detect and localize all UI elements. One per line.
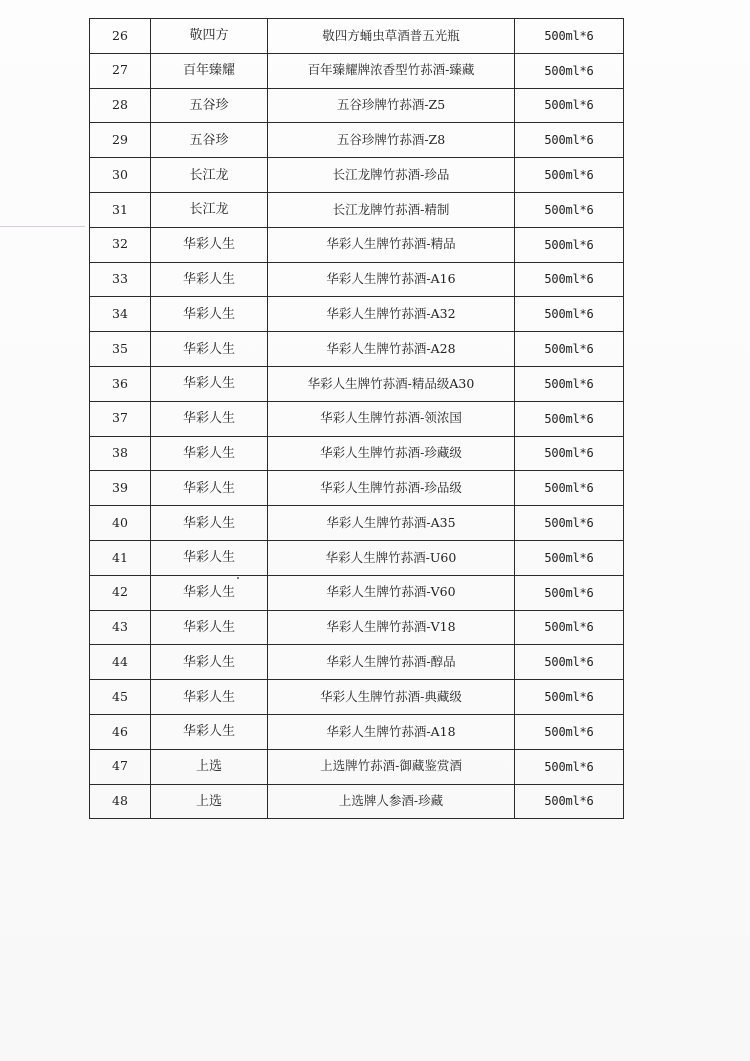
brand-cell: 华彩人生 (151, 471, 268, 506)
spec-cell: 500ml*6 (515, 53, 624, 88)
product-name-cell: 华彩人生牌竹荪酒-A32 (268, 297, 515, 332)
row-number: 32 (90, 227, 151, 262)
product-name-cell: 华彩人生牌竹荪酒-醇品 (268, 645, 515, 680)
table-row (90, 749, 624, 784)
brand-cell: 华彩人生 (151, 332, 268, 367)
product-name-cell: 华彩人生牌竹荪酒-A16 (268, 262, 515, 297)
table-row (90, 575, 624, 610)
row-number: 27 (90, 53, 151, 88)
row-number: 38 (90, 436, 151, 471)
row-number: 42 (90, 575, 151, 610)
row-number: 39 (90, 471, 151, 506)
row-number: 29 (90, 123, 151, 158)
product-name-cell: 华彩人生牌竹荪酒-A18 (268, 714, 515, 749)
brand-cell: 五谷珍 (151, 88, 268, 123)
table-row (90, 366, 624, 401)
table-row (90, 88, 624, 123)
product-name-cell: 华彩人生牌竹荪酒-V60 (268, 575, 515, 610)
spec-cell: 500ml*6 (515, 332, 624, 367)
row-number: 35 (90, 332, 151, 367)
product-name-cell: 长江龙牌竹荪酒-精制 (268, 192, 515, 227)
spec-cell: 500ml*6 (515, 158, 624, 193)
row-number: 47 (90, 749, 151, 784)
product-name-cell: 上选牌人参酒-珍藏 (268, 784, 515, 819)
table-row (90, 506, 624, 541)
spec-cell: 500ml*6 (515, 262, 624, 297)
row-number: 33 (90, 262, 151, 297)
row-number: 46 (90, 714, 151, 749)
table-row (90, 680, 624, 715)
table-row (90, 784, 624, 819)
brand-cell: 华彩人生 (151, 714, 268, 749)
table-row (90, 158, 624, 193)
row-number: 36 (90, 366, 151, 401)
row-number: 48 (90, 784, 151, 819)
row-number: 30 (90, 158, 151, 193)
brand-cell: 华彩人生 (151, 227, 268, 262)
spec-cell: 500ml*6 (515, 88, 624, 123)
spec-cell: 500ml*6 (515, 680, 624, 715)
brand-cell: 华彩人生 (151, 262, 268, 297)
brand-cell: 长江龙 (151, 192, 268, 227)
product-name-cell: 华彩人生牌竹荪酒-珍品级 (268, 471, 515, 506)
product-name-cell: 五谷珍牌竹荪酒-Z8 (268, 123, 515, 158)
spec-cell: 500ml*6 (515, 714, 624, 749)
product-name-cell: 华彩人生牌竹荪酒-A28 (268, 332, 515, 367)
spec-cell: 500ml*6 (515, 366, 624, 401)
product-name-cell: 华彩人生牌竹荪酒-U60 (268, 540, 515, 575)
product-name-cell: 华彩人生牌竹荪酒-A35 (268, 506, 515, 541)
table-row (90, 297, 624, 332)
brand-cell: 上选 (151, 749, 268, 784)
product-name-cell: 长江龙牌竹荪酒-珍品 (268, 158, 515, 193)
spec-cell: 500ml*6 (515, 19, 624, 54)
spec-cell: 500ml*6 (515, 471, 624, 506)
table-row (90, 436, 624, 471)
row-number: 40 (90, 506, 151, 541)
table-row (90, 471, 624, 506)
spec-cell: 500ml*6 (515, 784, 624, 819)
product-name-cell: 百年臻耀牌浓香型竹荪酒-臻藏 (268, 53, 515, 88)
product-name-cell: 华彩人生牌竹荪酒-典藏级 (268, 680, 515, 715)
brand-cell: 百年臻耀 (151, 53, 268, 88)
spec-cell: 500ml*6 (515, 506, 624, 541)
brand-cell: 五谷珍 (151, 123, 268, 158)
spec-cell: 500ml*6 (515, 610, 624, 645)
table-row (90, 332, 624, 367)
product-name-cell: 华彩人生牌竹荪酒-领浓国 (268, 401, 515, 436)
table-row (90, 610, 624, 645)
brand-cell: 华彩人生 (151, 366, 268, 401)
row-number: 45 (90, 680, 151, 715)
brand-cell: 华彩人生 (151, 401, 268, 436)
row-number: 31 (90, 192, 151, 227)
spec-cell: 500ml*6 (515, 227, 624, 262)
table-body (90, 19, 624, 819)
product-name-cell: 上选牌竹荪酒-御藏鉴赏酒 (268, 749, 515, 784)
brand-cell: 华彩人生 (151, 610, 268, 645)
spec-cell: 500ml*6 (515, 575, 624, 610)
product-name-cell: 华彩人生牌竹荪酒-精品 (268, 227, 515, 262)
brand-cell: 华彩人生 (151, 645, 268, 680)
row-number: 28 (90, 88, 151, 123)
table-row (90, 401, 624, 436)
row-number: 26 (90, 19, 151, 54)
table-row (90, 227, 624, 262)
table-row (90, 645, 624, 680)
product-name-cell: 五谷珍牌竹荪酒-Z5 (268, 88, 515, 123)
table-row (90, 192, 624, 227)
row-number: 37 (90, 401, 151, 436)
brand-cell: 敬四方 (151, 19, 268, 54)
product-name-cell: 敬四方蛹虫草酒普五光瓶 (268, 19, 515, 54)
product-name-cell: 华彩人生牌竹荪酒-V18 (268, 610, 515, 645)
spec-cell: 500ml*6 (515, 192, 624, 227)
spec-cell: 500ml*6 (515, 401, 624, 436)
table-row (90, 262, 624, 297)
brand-cell: 华彩人生 (151, 436, 268, 471)
brand-cell: 华彩人生 (151, 540, 268, 575)
spec-cell: 500ml*6 (515, 123, 624, 158)
brand-cell: 华彩人生 (151, 680, 268, 715)
product-list-table (89, 18, 624, 819)
row-number: 44 (90, 645, 151, 680)
spec-cell: 500ml*6 (515, 436, 624, 471)
table-row (90, 714, 624, 749)
row-number: 34 (90, 297, 151, 332)
brand-cell: 长江龙 (151, 158, 268, 193)
spec-cell: 500ml*6 (515, 540, 624, 575)
spec-cell: 500ml*6 (515, 645, 624, 680)
table-row (90, 53, 624, 88)
spec-cell: 500ml*6 (515, 749, 624, 784)
row-number: 43 (90, 610, 151, 645)
brand-cell: 华彩人生 (151, 297, 268, 332)
spec-cell: 500ml*6 (515, 297, 624, 332)
product-name-cell: 华彩人生牌竹荪酒-珍藏级 (268, 436, 515, 471)
scan-artifact-line (0, 226, 85, 227)
brand-cell: 华彩人生 (151, 575, 268, 610)
row-number: 41 (90, 540, 151, 575)
table-row (90, 540, 624, 575)
brand-cell: 华彩人生 (151, 506, 268, 541)
brand-cell: 上选 (151, 784, 268, 819)
product-name-cell: 华彩人生牌竹荪酒-精品级A30 (268, 366, 515, 401)
table-row (90, 19, 624, 54)
table-row (90, 123, 624, 158)
